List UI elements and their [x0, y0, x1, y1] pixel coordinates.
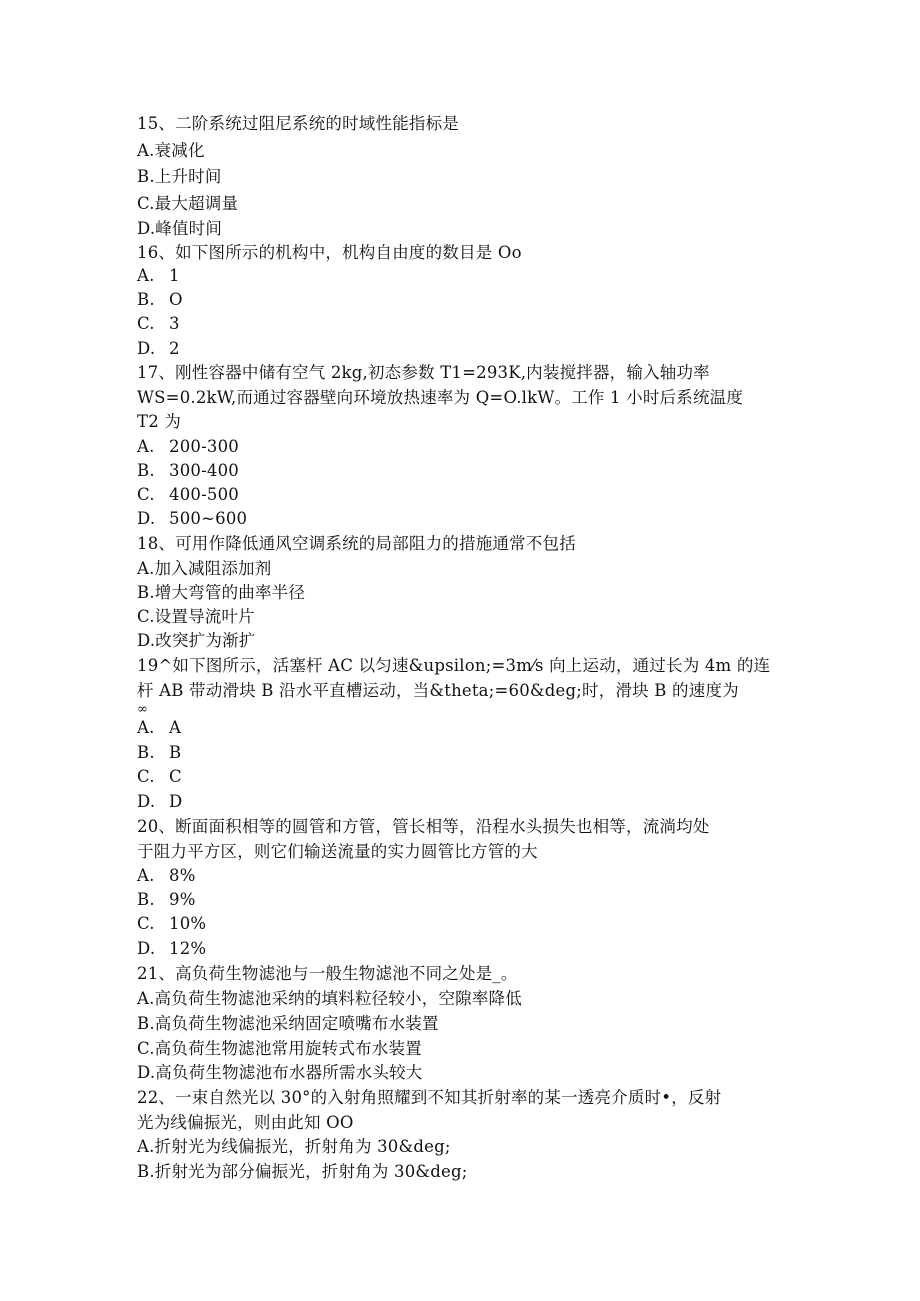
option-text: D: [169, 792, 183, 811]
option-letter: C.: [137, 485, 155, 504]
option-letter: C.: [137, 314, 155, 333]
question-17-option-a: [137, 437, 239, 457]
question-19-stem-line-3: ∞: [137, 702, 149, 717]
option-letter: D.: [137, 939, 156, 958]
option-letter: B.: [137, 290, 155, 309]
option-text: 200-300: [169, 437, 239, 456]
question-19-stem-line-2: 杆 AB 带动滑块 B 沿水平直槽运动，当&theta;=60&deg;时，滑块 B 的速度为: [137, 681, 739, 700]
question-17-option-c: [137, 485, 239, 505]
option-text: 2: [169, 339, 180, 358]
option-text: 400-500: [169, 485, 239, 504]
option-letter: A.: [137, 866, 155, 885]
option-text: 8%: [169, 866, 196, 885]
question-19-option-a: [137, 718, 181, 738]
question-17-stem-line-1: 17、刚性容器中储有空气 2kg,初态参数 T1=293K,内装搅拌器，输入轴功率: [137, 363, 710, 382]
question-21-option-a: A.高负荷生物滤池采纳的填料粒径较小，空隙率降低: [137, 989, 522, 1008]
option-text: 500~600: [169, 509, 248, 528]
question-21-stem: 21、高负荷生物滤池与一般生物滤池不同之处是_。: [137, 964, 518, 983]
question-17-stem-line-3: T2 为: [137, 412, 182, 431]
question-18-option-c: C.设置导流叶片: [137, 607, 255, 626]
question-22-stem-line-1: 22、一束自然光以 30°的入射角照耀到不知其折射率的某一透亮介质时•，反射: [137, 1088, 722, 1107]
question-15-stem: 15、二阶系统过阻尼系统的时域性能指标是: [137, 114, 459, 133]
option-text: 10%: [169, 914, 207, 933]
option-letter: D.: [137, 509, 156, 528]
option-text: 3: [169, 314, 180, 333]
question-16-option-d: [137, 339, 180, 359]
question-22-option-b: B.折射光为部分偏振光，折射角为 30&deg;: [137, 1162, 468, 1181]
question-21-option-b: B.高负荷生物滤池采纳固定喷嘴布水装置: [137, 1014, 439, 1033]
question-20-stem-line-2: 于阻力平方区，则它们输送流量的实力圆管比方管的大: [137, 842, 538, 861]
question-21-option-c: C.高负荷生物滤池常用旋转式布水装置: [137, 1039, 422, 1058]
option-letter: D.: [137, 339, 156, 358]
option-text: 9%: [169, 890, 196, 909]
option-letter: D.: [137, 792, 156, 811]
option-letter: C.: [137, 914, 155, 933]
question-18-option-d: D.改突扩为渐扩: [137, 631, 256, 650]
question-20-option-b: [137, 890, 196, 910]
question-15-option-c: C.最大超调量: [137, 194, 239, 213]
option-text: C: [169, 767, 182, 786]
option-letter: C.: [137, 767, 155, 786]
question-15-option-b: B.上升时间: [137, 167, 222, 186]
option-text: 1: [169, 266, 180, 285]
question-20-option-a: [137, 866, 196, 886]
option-letter: A.: [137, 266, 155, 285]
question-17-option-d: [137, 509, 247, 529]
option-text: 300-400: [169, 461, 239, 480]
question-21-option-d: D.高负荷生物滤池布水器所需水头较大: [137, 1063, 423, 1082]
question-16-option-a: [137, 266, 180, 286]
question-16-option-b: [137, 290, 183, 310]
question-15-option-a: A.衰减化: [137, 141, 205, 160]
question-18-stem: 18、可用作降低通风空调系统的局部阻力的措施通常不包括: [137, 534, 576, 553]
question-15-option-d: D.峰值时间: [137, 219, 223, 238]
question-16-stem: 16、如下图所示的机构中，机构自由度的数目是 Oo: [137, 243, 522, 262]
option-letter: A.: [137, 437, 155, 456]
option-text: 12%: [169, 939, 207, 958]
question-16-option-c: [137, 314, 180, 334]
question-17-option-b: [137, 461, 239, 481]
question-19-option-b: [137, 743, 181, 763]
question-22-option-a: A.折射光为线偏振光，折射角为 30&deg;: [137, 1137, 451, 1156]
question-18-option-b: B.增大弯管的曲率半径: [137, 583, 306, 602]
question-17-stem-line-2: WS=0.2kW,而通过容器壁向环境放热速率为 Q=O.lkW。工作 1 小时后系统温度: [137, 388, 744, 407]
option-text: A: [169, 718, 182, 737]
question-20-option-c: [137, 914, 206, 934]
question-20-stem-line-1: 20、断面面积相等的圆管和方管，管长相等，沿程水头损失也相等，流淌均处: [137, 817, 710, 836]
option-letter: B.: [137, 890, 155, 909]
question-19-stem-line-1: 19^如下图所示，活塞杆 AC 以匀速&upsilon;=3m⁄s 向上运动，通过长为 4m 的连: [137, 656, 771, 675]
option-text: B: [169, 743, 182, 762]
option-letter: A.: [137, 718, 155, 737]
option-text: O: [169, 290, 183, 309]
question-19-option-d: [137, 792, 182, 812]
option-letter: B.: [137, 743, 155, 762]
question-19-option-c: [137, 767, 182, 787]
question-18-option-a: A.加入减阻添加剂: [137, 559, 272, 578]
option-letter: B.: [137, 461, 155, 480]
question-20-option-d: [137, 939, 206, 959]
question-22-stem-line-2: 光为线偏振光，则由此知 OO: [137, 1113, 354, 1132]
